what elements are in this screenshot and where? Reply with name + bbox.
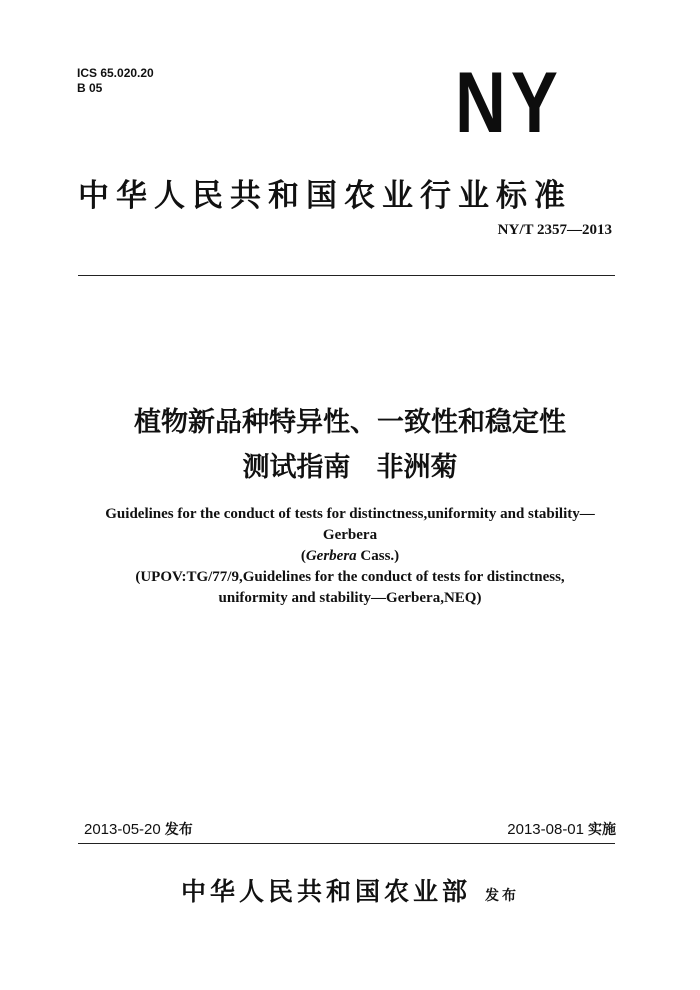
publish-date [84, 819, 193, 839]
ics-code: ICS 65.020.20 [77, 66, 154, 80]
effective-label: 实施 [588, 822, 616, 838]
footer-divider [78, 843, 615, 844]
header-divider [78, 275, 615, 276]
issuer-name: 中华人民共和国农业部 [180, 877, 471, 906]
issuer-label: 发布 [485, 888, 519, 904]
publish-label: 发布 [164, 822, 193, 838]
agency-title: 中华人民共和国农业行业标准 [78, 178, 572, 214]
english-title-line-1: Guidelines for the conduct of tests for distinctness,uniformity and stability— [105, 506, 595, 522]
chinese-title-part-2: 非洲菊 [376, 452, 458, 483]
classification-codes [77, 66, 154, 96]
issuer [0, 872, 700, 908]
ny-logo: NY [455, 55, 563, 151]
species-authority: Cass.) [356, 548, 400, 564]
publish-date-value: 2013-05-20 [84, 821, 161, 838]
effective-date [507, 819, 616, 839]
english-title-line-5: uniformity and stability—Gerbera,NEQ) [218, 590, 482, 606]
chinese-title-part-1: 测试指南 [242, 452, 351, 483]
effective-date-value: 2013-08-01 [507, 821, 584, 838]
english-title-line-4: (UPOV:TG/77/9,Guidelines for the conduct of tests for distinctness, [135, 569, 565, 585]
english-title-line-3 [0, 546, 700, 567]
species-name: Gerbera [305, 548, 357, 564]
english-title [0, 504, 700, 609]
chinese-title-line-2 [0, 445, 700, 484]
standard-number: NY/T 2357—2013 [497, 222, 612, 238]
english-title-line-2: Gerbera [322, 527, 378, 543]
ccs-code: B 05 [77, 81, 103, 95]
chinese-title-line-1: 植物新品种特异性、一致性和稳定性 [134, 407, 566, 438]
english-title-paren-open: ( [300, 548, 306, 564]
